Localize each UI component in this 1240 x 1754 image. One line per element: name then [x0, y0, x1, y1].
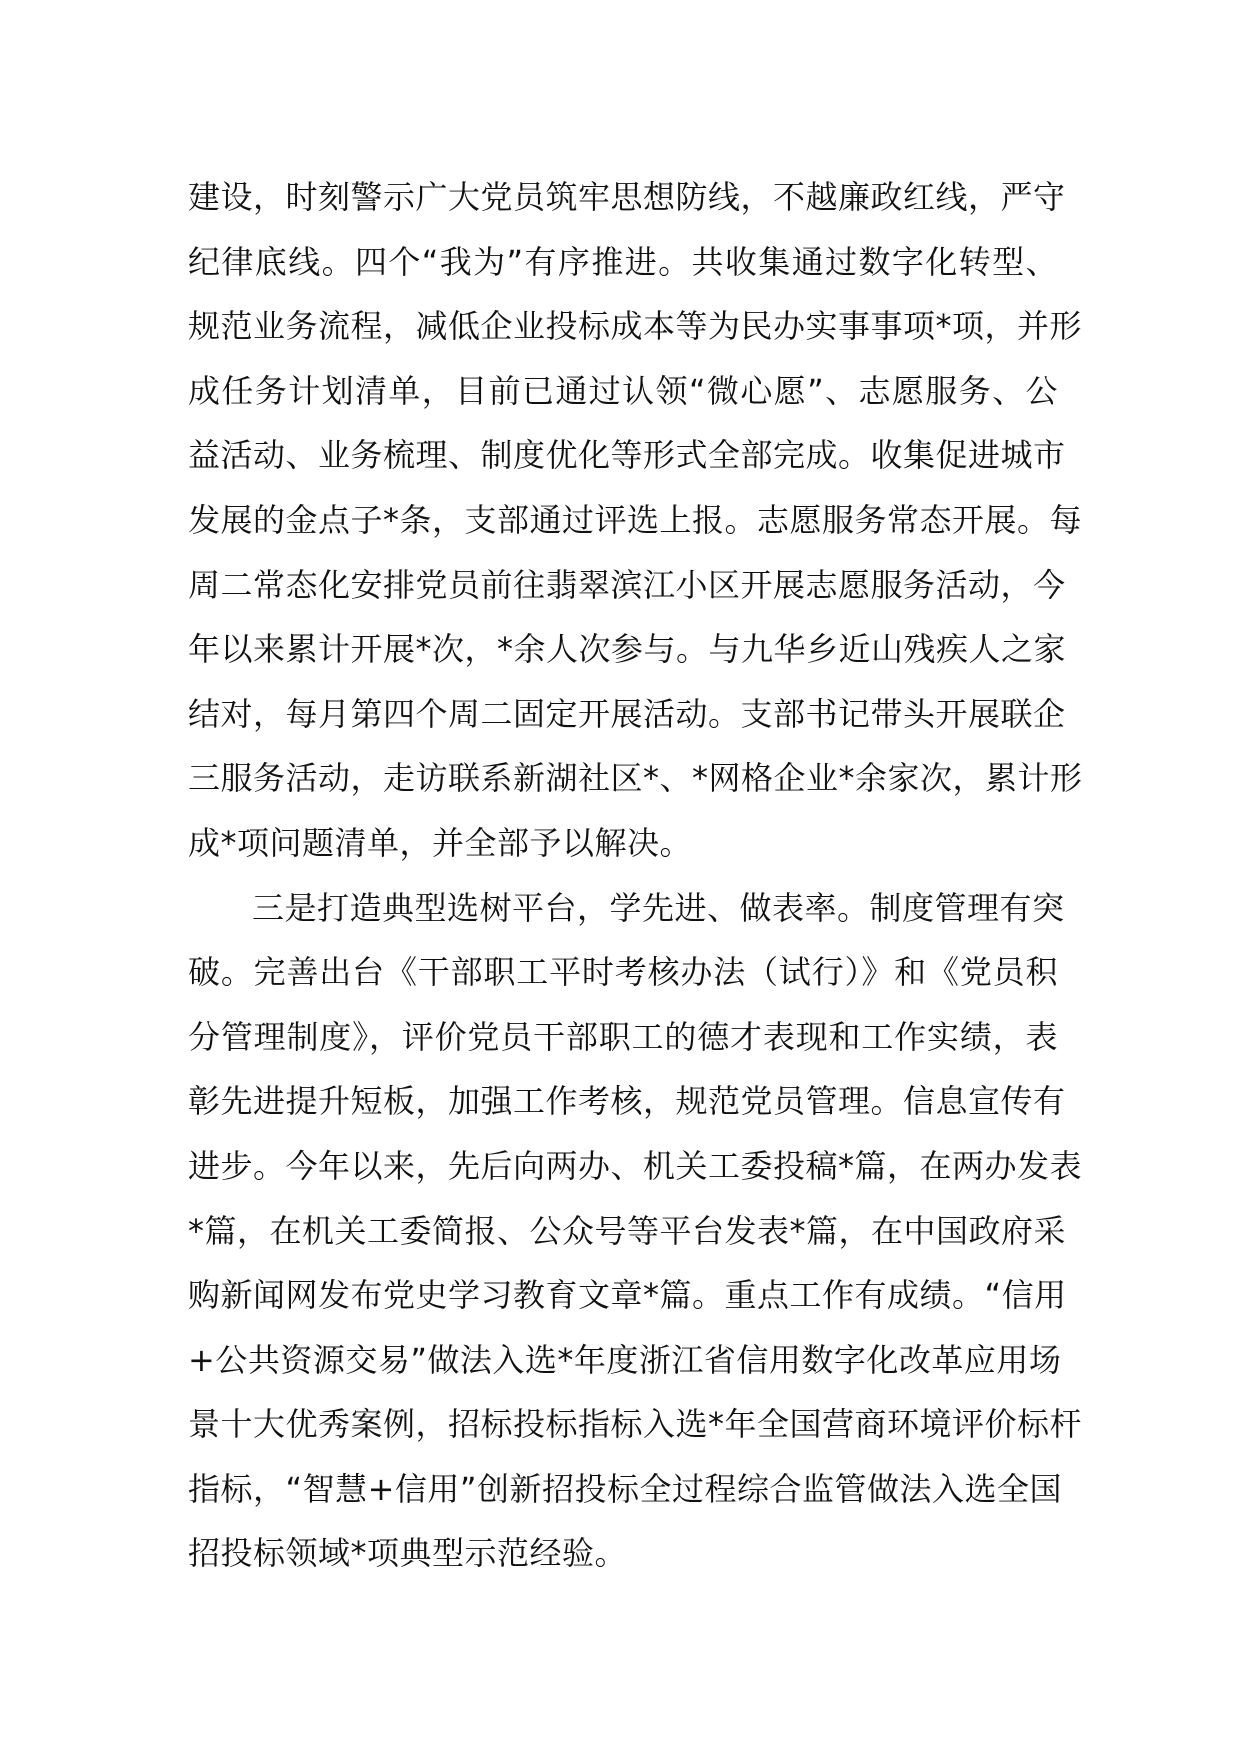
paragraph-line: 纪律底线。四个“我为”有序推进。共收集通过数字化转型、 — [188, 242, 1058, 281]
paragraph-line: 分管理制度》，评价党员干部职工的德才表现和工作实绩，表 — [188, 1017, 1058, 1056]
paragraph-line: 景十大优秀案例，招标投标指标入选*年全国营商环境评价标杆 — [188, 1405, 1083, 1444]
paragraph-line: 招投标领域*项典型示范经验。 — [188, 1534, 628, 1573]
paragraph-line: 破。完善出台《干部职工平时考核办法（试行）》和《党员积 — [188, 953, 1058, 992]
paragraph-line: 发展的金点子*条，支部通过评选上报。志愿服务常态开展。每 — [188, 500, 1083, 539]
paragraph-line: 建设，时刻警示广大党员筑牢思想防线，不越廉政红线，严守 — [188, 178, 1066, 216]
paragraph-line: *篇，在机关工委简报、公众号等平台发表*篇，在中国政府采 — [188, 1211, 1067, 1250]
paragraph-line: 进步。今年以来，先后向两办、机关工委投稿*篇，在两办发表 — [188, 1146, 1083, 1185]
paragraph-line: 三是打造典型选树平台，学先进、做表率。制度管理有突 — [252, 888, 1065, 927]
paragraph-line: 彰先进提升短板，加强工作考核，规范党员管理。信息宣传有 — [188, 1082, 1066, 1121]
paragraph-line: +公共资源交易”做法入选*年度浙江省信用数字化改革应用场 — [188, 1340, 1062, 1379]
paragraph-line: 周二常态化安排党员前往翡翠滨江小区开展志愿服务活动，今 — [188, 565, 1066, 604]
paragraph-line: 益活动、业务梳理、制度优化等形式全部完成。收集促进城市 — [188, 436, 1066, 475]
paragraph-line: 成*项问题清单，并全部予以解决。 — [188, 823, 693, 862]
document-body — [188, 165, 1083, 1586]
paragraph-line: 购新闻网发布党史学习教育文章*篇。重点工作有成绩。“信用 — [188, 1276, 1067, 1315]
paragraph-1 — [188, 165, 1083, 876]
paragraph-line: 指标，“智慧+信用”创新招投标全过程综合监管做法入选全国 — [188, 1469, 1062, 1508]
paragraph-2 — [188, 876, 1083, 1587]
paragraph-line: 结对，每月第四个周二固定开展活动。支部书记带头开展联企 — [188, 694, 1066, 733]
paragraph-line: 三服务活动，走访联系新湖社区*、*网格企业*余家次，累计形 — [188, 759, 1083, 798]
paragraph-line: 年以来累计开展*次，*余人次参与。与九华乡近山残疾人之家 — [188, 630, 1067, 669]
paragraph-line: 成任务计划清单，目前已通过认领“微心愿”、志愿服务、公 — [188, 371, 1058, 410]
paragraph-line: 规范业务流程，减低企业投标成本等为民办实事事项*项，并形 — [188, 307, 1083, 346]
